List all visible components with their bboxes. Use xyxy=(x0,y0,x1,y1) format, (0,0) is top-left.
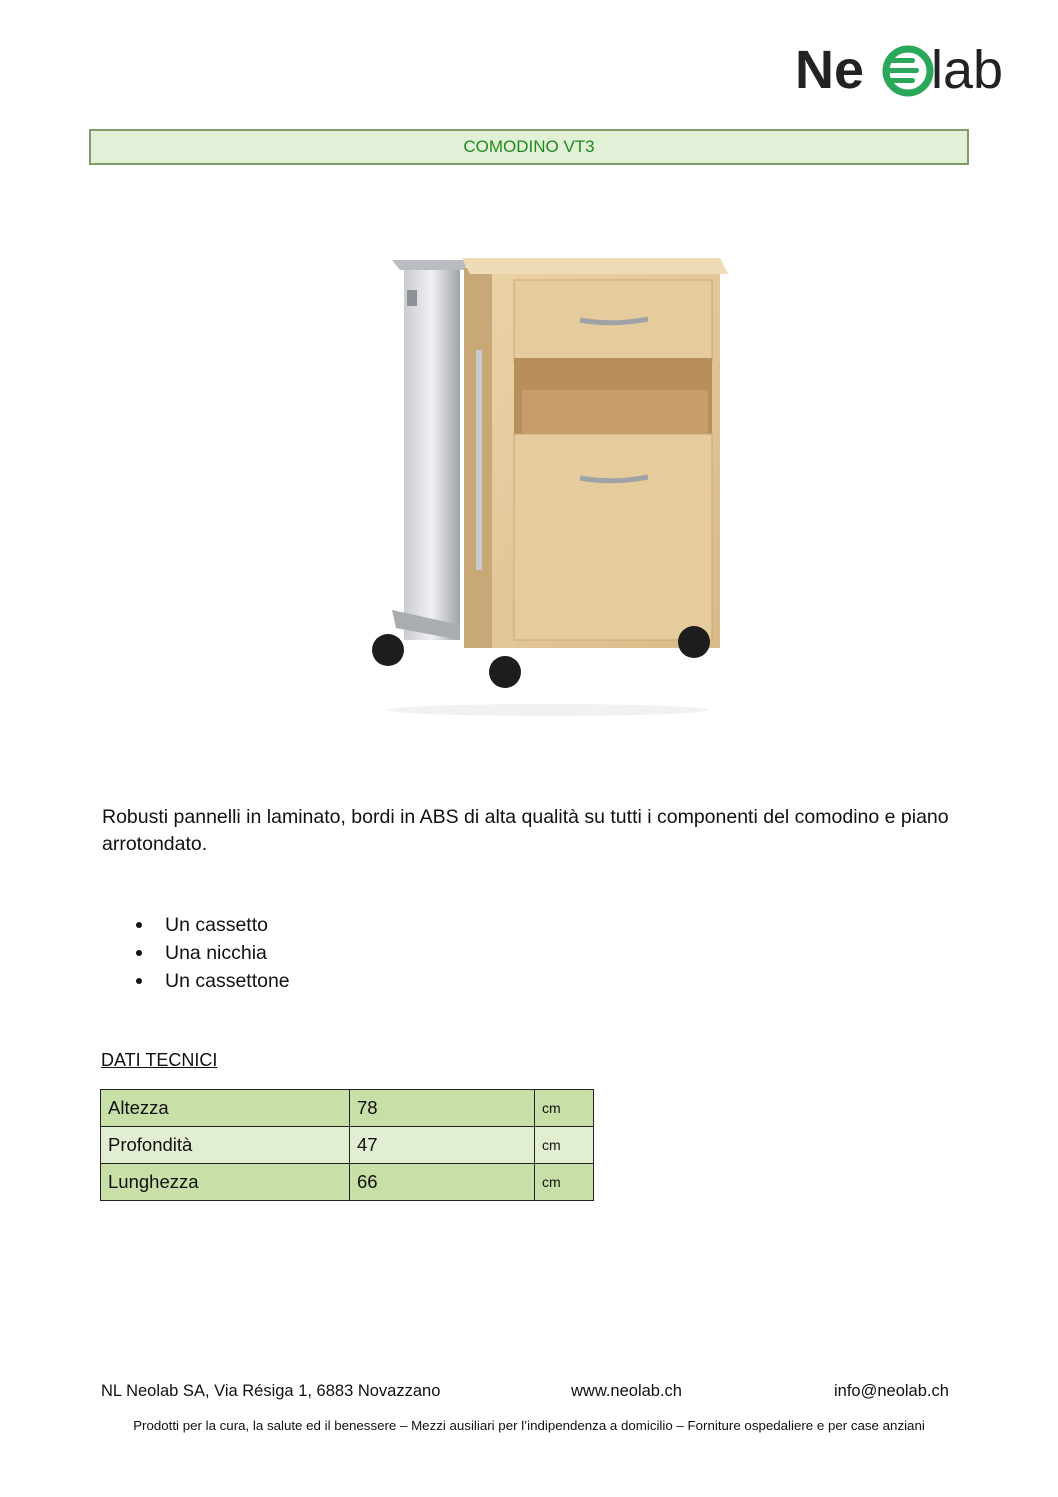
footer-email-link[interactable]: info@neolab.ch xyxy=(834,1382,949,1400)
product-title-bar xyxy=(89,129,969,165)
product-title: COMODINO VT3 xyxy=(463,137,595,156)
feature-list xyxy=(102,911,290,995)
spec-value: 78 xyxy=(350,1090,535,1127)
tech-data-heading: DATI TECNICI xyxy=(101,1050,218,1070)
table-row xyxy=(101,1090,594,1127)
spec-unit: cm xyxy=(535,1164,594,1201)
logo-text-lab: lab xyxy=(931,40,1004,100)
spec-value: 47 xyxy=(350,1127,535,1164)
feature-item: Una nicchia xyxy=(102,939,290,967)
footer-website-link[interactable]: www.neolab.ch xyxy=(571,1382,682,1400)
bedside-cabinet-image xyxy=(352,240,742,720)
neolab-logo xyxy=(795,38,1015,100)
table-row xyxy=(101,1127,594,1164)
feature-item: Un cassetto xyxy=(102,911,290,939)
feature-item: Un cassettone xyxy=(102,967,290,995)
spec-value: 66 xyxy=(350,1164,535,1201)
tech-data-table xyxy=(100,1089,594,1201)
spec-label: Lunghezza xyxy=(101,1164,350,1201)
spec-unit: cm xyxy=(535,1127,594,1164)
spec-label: Profondità xyxy=(101,1127,350,1164)
footer-tagline: Prodotti per la cura, la salute ed il benessere – Mezzi ausiliari per l’indipendenza a domicilio – Forniture ospedaliere e per case anziani xyxy=(133,1418,925,1433)
footer-address: NL Neolab SA, Via Résiga 1, 6883 Novazzano xyxy=(101,1382,441,1400)
green-hand-o-icon xyxy=(885,49,930,93)
table-row xyxy=(101,1164,594,1201)
spec-label: Altezza xyxy=(101,1090,350,1127)
spec-unit: cm xyxy=(535,1090,594,1127)
product-description: Robusti pannelli in laminato, bordi in ABS di alta qualità su tutti i componenti del comodino e piano arrotondato. xyxy=(102,806,949,855)
logo-text-ne: Ne xyxy=(795,40,865,100)
